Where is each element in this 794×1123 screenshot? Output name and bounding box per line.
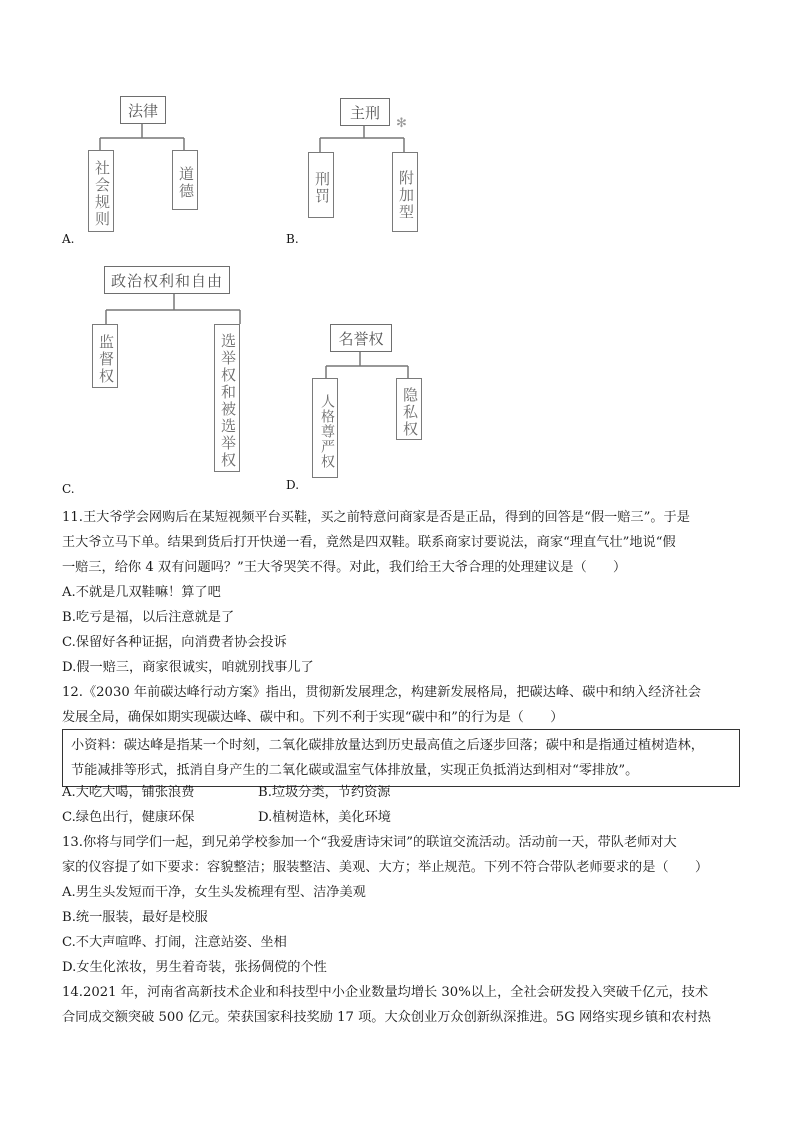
diagram-d (286, 322, 444, 494)
question-stem-line: 王大爷立马下单。结果到货后打开快递一看，竟然是四双鞋。联系商家讨要说法，商家“理直气壮”地说“假 (62, 535, 676, 550)
diagram-b-letter: B. (286, 232, 299, 246)
diagram-c-top-box: 政治权利和自由 (104, 266, 230, 294)
option-c: C.不大声喧哗、打闹，注意站姿、坐相 (62, 935, 287, 950)
question-stem-line: 12.《2030 年前碳达峰行动方案》指出，贯彻新发展理念，构建新发展格局，把碳达峰、碳中和纳入经济社会 (62, 685, 701, 700)
diagram-d-left-box: 人格尊严权 (312, 378, 338, 478)
option-b: B.吃亏是福，以后注意就是了 (62, 610, 235, 625)
option-a: A.不就是几双鞋嘛！算了吧 (62, 585, 221, 600)
question-11 (62, 505, 742, 680)
note-line: 小资料：碳达峰是指某一个时刻，二氧化碳排放量达到历史最高值之后逐步回落；碳中和是指通过植树造林， (71, 738, 704, 753)
diagram-a-right-box: 道德 (172, 150, 198, 210)
question-13 (62, 830, 742, 980)
diagram-c-right-box: 选举权和被选举权 (214, 324, 240, 472)
diagram-d-right-box: 隐私权 (396, 378, 422, 440)
note-line: 节能减排等形式，抵消自身产生的二氧化碳或温室气体排放量，实现正负抵消达到相对“零排放”。 (71, 763, 639, 778)
diagram-b-right-box: 附加型 (392, 152, 418, 232)
diagram-c-left-box: 监督权 (92, 324, 118, 388)
option-c: C.保留好各种证据，向消费者协会投诉 (62, 635, 287, 650)
question-stem-line: 一赔三，给你 4 双有问题吗？”王大爷哭笑不得。对此，我们给王大爷合理的处理建议是（ ） (62, 560, 627, 575)
diagram-a-letter: A. (62, 232, 75, 246)
question-stem-line: 11.王大爷学会网购后在某短视频平台买鞋，买之前特意问商家是否是正品，得到的回答是“假一赔三”。于是 (62, 510, 690, 525)
option-d: D.女生化浓妆，男生着奇装，张扬倜傥的个性 (62, 960, 327, 975)
diagram-b-left-box: 刑罚 (308, 152, 334, 218)
question-14 (62, 980, 742, 1030)
question-stem-line: 14.2021 年，河南省高新技术企业和科技型中小企业数量均增长 30%以上，全社会研发投入突破千亿元，技术 (62, 985, 709, 1000)
option-a: A.男生头发短而干净，女生头发梳理有型、洁净美观 (62, 885, 366, 900)
diagram-a (62, 92, 260, 252)
question-12-options (62, 780, 742, 830)
smudge-mark: ✻ (396, 116, 407, 131)
option-b: B.统一服装，最好是校服 (62, 910, 208, 925)
question-stem-line: 家的仪容提了如下要求：容貌整洁；服装整洁、美观、大方；举止规范。下列不符合带队老师要求的是（ ） (62, 860, 709, 875)
option-c: C.绿色出行，健康环保 (62, 810, 195, 825)
diagram-a-left-box: 社会规则 (88, 150, 114, 232)
diagram-d-top-box: 名誉权 (330, 324, 392, 352)
diagram-a-top-box: 法律 (120, 96, 166, 124)
diagram-c (62, 264, 270, 496)
diagram-b (286, 96, 444, 246)
option-b: B.垃圾分类，节约资源 (258, 785, 391, 800)
question-stem-line: 发展全局，确保如期实现碳达峰、碳中和。下列不利于实现“碳中和”的行为是（ ） (62, 710, 564, 725)
question-stem-line: 13.你将与同学们一起，到兄弟学校参加一个“我爱唐诗宋词”的联谊交流活动。活动前一天，带队老师对大 (62, 835, 677, 850)
option-a: A.大吃大喝，铺张浪费 (62, 785, 195, 800)
diagram-b-top-box: 主刑 (340, 98, 390, 126)
option-d: D.植树造林，美化环境 (258, 810, 391, 825)
reference-note-box (62, 729, 740, 787)
question-stem-line: 合同成交额突破 500 亿元。荣获国家科技奖励 17 项。大众创业万众创新纵深推进。5G 网络实现乡镇和农村热 (62, 1010, 711, 1025)
diagram-d-letter: D. (286, 478, 300, 492)
option-d: D.假一赔三，商家很诚实，咱就别找事儿了 (62, 660, 314, 675)
question-12 (62, 680, 742, 730)
diagram-c-letter: C. (62, 482, 75, 496)
